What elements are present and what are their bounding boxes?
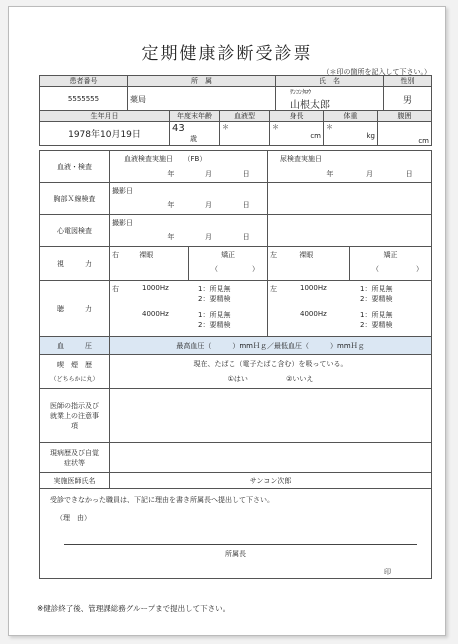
shoot-date-label: 撮影日 <box>112 219 133 227</box>
cm-unit: cm <box>310 132 321 140</box>
urine-date-label: 尿検査実施日 <box>280 155 322 163</box>
footer-note: ※健診終了後、管理課総務グループまで提出して下さい。 <box>37 604 231 613</box>
weight-field[interactable] <box>324 122 378 146</box>
doctor-instruction-field[interactable] <box>110 389 432 443</box>
year-label: 年 <box>326 170 334 178</box>
right-label: 右 <box>112 285 119 293</box>
blood-test-date[interactable] <box>110 151 268 183</box>
ecg-date[interactable] <box>110 215 268 247</box>
hz1000-label: 1000Hz <box>300 284 327 292</box>
blood-type-field[interactable] <box>220 122 270 146</box>
blood-pressure-field[interactable]: 最高血圧（ ）mmＨｇ／最低血圧（ ）mmＨｇ <box>110 337 432 355</box>
vision-label: 視 力 <box>40 247 110 281</box>
hz1000-label: 1000Hz <box>142 284 169 292</box>
naked-label: 裸眼 <box>139 251 154 259</box>
blood-pressure-label: 血 圧 <box>40 337 110 355</box>
option-no-finding: 1：所見無 <box>198 285 231 293</box>
cm-unit: cm <box>418 137 429 145</box>
height-field[interactable] <box>270 122 324 146</box>
urine-test-date[interactable] <box>268 151 432 183</box>
age-label: 年度末年齢 <box>170 111 220 122</box>
option-needs-exam: 2：要精検 <box>360 321 393 329</box>
seal-mark: 印 <box>384 568 391 576</box>
smoking-no-option[interactable]: ②いいえ <box>286 375 314 383</box>
absent-section <box>40 489 432 579</box>
smoking-question: 現在、たばこ（電子たばこ含む）を吸っている。 <box>193 360 348 368</box>
dept-value: 薬局 <box>128 87 276 112</box>
option-no-finding: 1：所見無 <box>360 285 393 293</box>
paren-open: （ <box>211 265 218 273</box>
waist-label: 腹囲 <box>378 111 432 122</box>
name-furigana: ｻﾝｺﾝﾀﾛｳ <box>290 89 312 96</box>
month-label: 月 <box>365 170 373 178</box>
instruction-note: （＊印の箇所を記入して下さい。） <box>322 68 431 76</box>
form-sheet <box>8 6 446 636</box>
option-no-finding: 1：所見無 <box>198 311 231 319</box>
name-label: 氏 名 <box>276 76 384 87</box>
form-title: 定期健康診断受診票 <box>141 44 313 64</box>
blood-date-label: 血液検査実施日 （FB） <box>124 155 207 163</box>
chest-xray-label: 胸部Ｘ線検査 <box>40 183 110 215</box>
paren-close: ） <box>252 265 259 273</box>
required-mark: ＊ <box>326 123 333 131</box>
paren-close: ） <box>416 265 423 273</box>
reason-label: （理 由） <box>56 514 91 522</box>
vision-right-naked[interactable] <box>110 247 189 281</box>
corrected-label: 矯正 <box>221 251 235 259</box>
profile-table <box>39 110 432 146</box>
chest-xray-date[interactable] <box>110 183 268 215</box>
ecg-blank <box>268 215 432 247</box>
name-value: 山根太郎 <box>290 100 330 111</box>
vision-left-naked[interactable] <box>268 247 350 281</box>
dept-label: 所 属 <box>128 76 276 87</box>
ecg-label: 心電図検査 <box>40 215 110 247</box>
employee-no: 5555555 <box>40 87 128 112</box>
sex-label: 性別 <box>384 76 432 87</box>
dob-value: 1978年10月19日 <box>40 122 170 146</box>
year-label: 年 <box>167 201 175 209</box>
manager-label: 所属長 <box>225 550 246 558</box>
age-unit: 歳 <box>190 135 197 143</box>
dob-label: 生年月日 <box>40 111 170 122</box>
option-no-finding: 1：所見無 <box>360 311 393 319</box>
right-label: 右 <box>112 251 119 259</box>
doctor-name-value: サンコン次郎 <box>110 473 432 489</box>
day-label: 日 <box>242 233 250 241</box>
employee-no-label: 患者番号 <box>40 76 128 87</box>
year-label: 年 <box>167 233 175 241</box>
age-value: 43 <box>172 123 185 134</box>
vision-left-corrected[interactable] <box>350 247 432 281</box>
hearing-left[interactable] <box>268 281 432 337</box>
doctor-name-label: 実施医師氏名 <box>40 473 110 489</box>
left-label: 左 <box>270 285 277 293</box>
weight-label: 体重 <box>324 111 378 122</box>
left-label: 左 <box>270 251 277 259</box>
chest-xray-blank <box>268 183 432 215</box>
current-history-field[interactable] <box>110 443 432 473</box>
hearing-label: 聴 力 <box>40 281 110 337</box>
naked-label: 裸眼 <box>299 251 314 259</box>
month-label: 月 <box>204 170 212 178</box>
kg-unit: kg <box>366 132 375 140</box>
header-table <box>39 75 432 112</box>
option-needs-exam: 2：要精検 <box>198 295 231 303</box>
waist-field[interactable] <box>378 122 432 146</box>
doctor-instruction-label: 医師の指示及び就業上の注意事項 <box>40 389 110 443</box>
smoking-yes-option[interactable]: ①はい <box>227 375 248 383</box>
month-label: 月 <box>204 233 212 241</box>
year-label: 年 <box>167 170 175 178</box>
day-label: 日 <box>405 170 413 178</box>
current-history-label: 現病歴及び自覚症状等 <box>40 443 110 473</box>
option-needs-exam: 2：要精検 <box>198 321 231 329</box>
smoking-sub-label: （どちらかに丸） <box>50 376 99 383</box>
blood-test-label: 血液・検査 <box>40 151 110 183</box>
smoking-label: 喫 煙 歴 <box>57 361 92 369</box>
shoot-date-label: 撮影日 <box>112 187 133 195</box>
hearing-right[interactable] <box>110 281 268 337</box>
absent-instruction: 受診できなかった職員は、下記に理由を書き所属長へ提出して下さい。 <box>50 496 274 504</box>
option-needs-exam: 2：要精検 <box>360 295 393 303</box>
height-label: 身長 <box>270 111 324 122</box>
sex-value: 男 <box>384 87 432 112</box>
required-mark: ＊ <box>222 123 229 131</box>
day-label: 日 <box>242 170 250 178</box>
reason-line[interactable] <box>64 544 417 545</box>
required-mark: ＊ <box>272 123 279 131</box>
month-label: 月 <box>204 201 212 209</box>
hz4000-label: 4000Hz <box>142 310 169 318</box>
vision-right-corrected[interactable] <box>189 247 268 281</box>
hz4000-label: 4000Hz <box>300 310 327 318</box>
paren-open: （ <box>372 265 379 273</box>
exam-table <box>39 150 432 579</box>
blood-type-label: 血液型 <box>220 111 270 122</box>
corrected-label: 矯正 <box>383 251 398 259</box>
day-label: 日 <box>242 201 250 209</box>
